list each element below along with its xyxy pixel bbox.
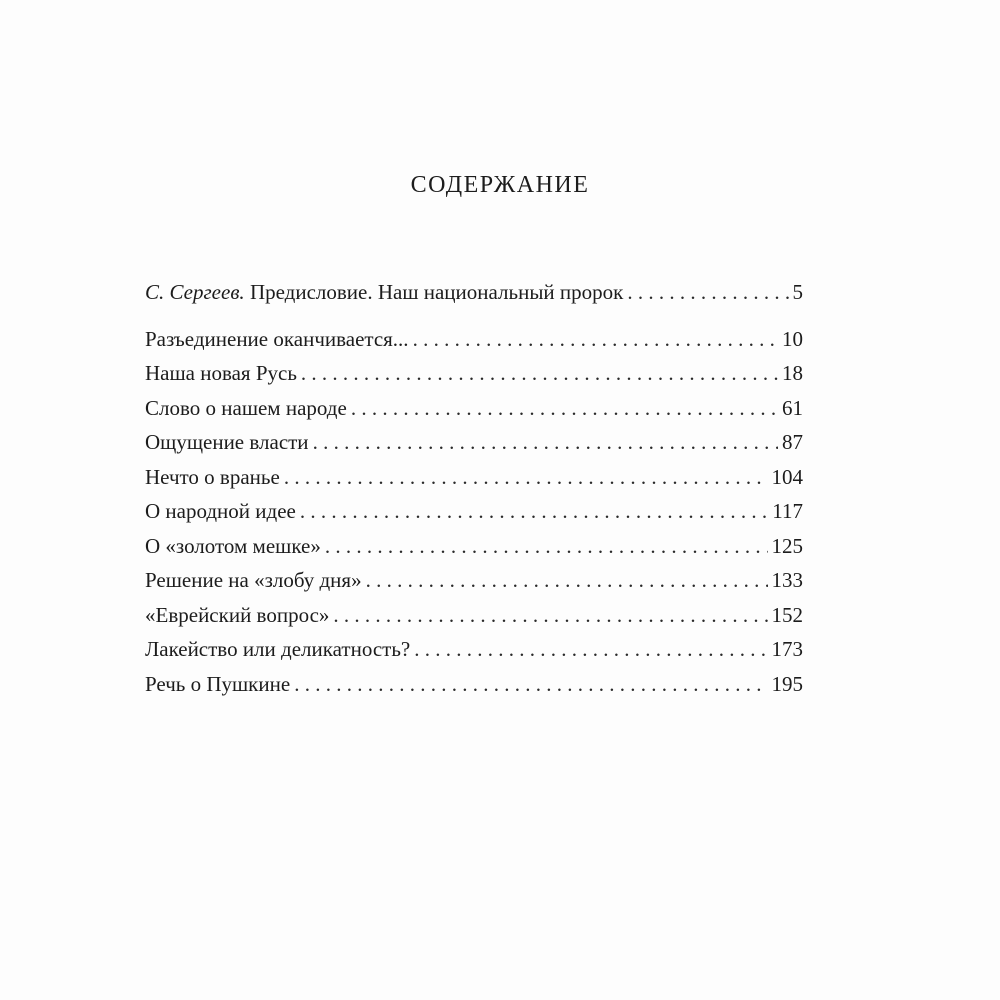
toc-entry-label: Наша новая Русь — [145, 361, 297, 385]
dot-leader — [325, 529, 768, 564]
toc-entry — [145, 667, 803, 702]
toc-page-number: 10 — [782, 326, 803, 351]
toc-page-number: 18 — [782, 361, 803, 385]
toc-entry-label: Разъединение оканчивается... — [145, 326, 409, 351]
dot-leader — [413, 322, 778, 357]
toc-entry — [145, 356, 803, 391]
toc-entry-label: Речь о Пушкине — [145, 671, 291, 696]
toc-page-number: 61 — [782, 395, 803, 420]
toc-entry-label — [145, 275, 623, 310]
toc-page-number: 5 — [792, 280, 803, 304]
toc-entry-label: О народной идее — [145, 499, 296, 523]
dot-leader — [627, 275, 788, 310]
toc-entry-label: О «золотом мешке» — [145, 533, 321, 558]
toc-entry-preface — [145, 275, 803, 310]
dot-leader — [301, 356, 778, 391]
toc-page-number: 104 — [771, 464, 803, 489]
toc-entry-label: Решение на «злобу дня» — [145, 568, 362, 592]
toc-entry — [145, 494, 803, 529]
page-title: СОДЕРЖАНИЕ — [410, 172, 590, 198]
toc-entry-text: Предисловие. Наш национальный пророк — [244, 280, 624, 304]
toc-entry — [145, 598, 803, 633]
toc-page-number: 87 — [782, 430, 803, 454]
dot-leader — [351, 391, 778, 426]
toc-page-number: 152 — [771, 602, 803, 627]
dot-leader — [366, 563, 768, 598]
dot-leader — [300, 494, 768, 529]
dot-leader — [414, 632, 767, 667]
toc-entry-label: Слово о нашем народе — [145, 395, 347, 420]
toc-entry — [145, 425, 803, 460]
toc-entry-label: Ощущение власти — [145, 430, 309, 454]
toc-entry — [145, 391, 803, 426]
table-of-contents — [145, 275, 803, 701]
toc-entry-author: С. Сергеев. — [145, 280, 245, 304]
toc-page-number: 133 — [771, 568, 803, 592]
toc-entry-label: Лакейство или деликатность? — [145, 637, 411, 661]
dot-leader — [284, 460, 768, 495]
toc-page-number: 125 — [771, 533, 803, 558]
toc-page-number: 195 — [771, 671, 803, 696]
dot-leader — [294, 667, 767, 702]
toc-page-number: 117 — [772, 499, 803, 523]
toc-entry — [145, 563, 803, 598]
toc-page-number: 173 — [771, 637, 803, 661]
toc-entry — [145, 529, 803, 564]
dot-leader — [313, 425, 778, 460]
toc-entry — [145, 322, 803, 357]
toc-entry-label: Нечто о вранье — [145, 464, 280, 489]
toc-entry-label: «Еврейский вопрос» — [145, 602, 330, 627]
toc-entry — [145, 632, 803, 667]
toc-entry — [145, 460, 803, 495]
dot-leader — [333, 598, 767, 633]
